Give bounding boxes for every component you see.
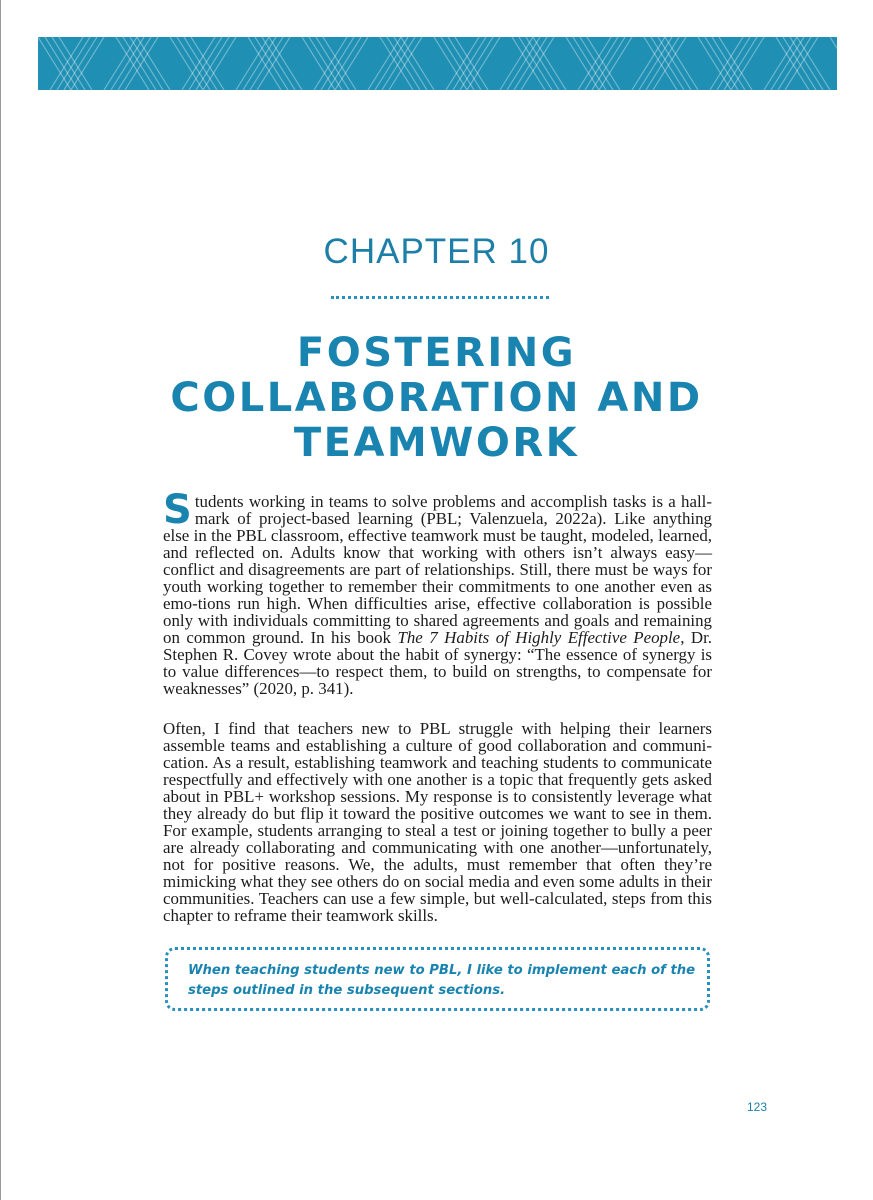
paragraph-1	[163, 487, 712, 698]
banner-lines	[38, 37, 837, 90]
decorative-banner	[38, 37, 837, 90]
chapter-title	[0, 331, 873, 466]
callout-text: When teaching students new to PBL, I like to implement each of the steps outlined in the subsequent sections.	[188, 963, 696, 998]
page-number: 123	[747, 1100, 768, 1114]
paragraph-1-text-a: tudents working in teams to solve problems and accomplish tasks is a hall-mark of project-based learning (PBL; Valenzuela, 2022a). Like anything else in the PBL classroom, effective teamwork must be taught, modeled, learned, and reflected on. Adults know that working with others isn’t always easy—conflict and disagreements are part of relationships. Still, there must be ways for youth working together to remember their commitments to one another even as emo-tions run high. When difficulties arise, effective collaboration is possible only with individuals committing to shared agreements and goals and remaining on common ground. In his book	[163, 492, 712, 647]
page-edge	[0, 0, 1, 1200]
drop-cap: S	[163, 487, 192, 533]
chapter-title-line-2: COLLABORATION AND	[170, 375, 703, 421]
book-title: The 7 Habits of Highly Effective People	[397, 628, 681, 647]
banner-pattern	[38, 37, 837, 90]
title-divider	[331, 296, 549, 299]
chapter-label: CHAPTER 10	[323, 232, 550, 271]
chapter-title-line-1: FOSTERING	[296, 330, 577, 376]
paragraph-1-text-b: , Dr. Stephen R. Covey wrote about the habit of synergy: “The essence of synergy is to value differences—to respect them, to build on strengths, to compensate for weaknesses” (2020, p. 341).	[163, 628, 712, 698]
paragraph-2: Often, I find that teachers new to PBL struggle with helping their learners assemble teams and establishing a culture of good collaboration and communi-cation. As a result, establishing teamwork and teaching students to communicate respectfully and effectively with one another is a topic that frequently gets asked about in PBL+ workshop sessions. My response is to consistently leverage what they already do but flip it toward the positive outcomes we want to see in them. For example, students arranging to steal a test or joining together to bully a peer are already collaborating and communicating with one another—unfortunately, not for positive reasons. We, the adults, must remember that often they’re mimicking what they see others do on social media and even some adults in their communities. Teachers can use a few simple, but well-calculated, steps from this chapter to reframe their teamwork skills.	[163, 719, 712, 925]
callout-box	[165, 947, 710, 1011]
chapter-title-line-3: TEAMWORK	[293, 420, 580, 466]
